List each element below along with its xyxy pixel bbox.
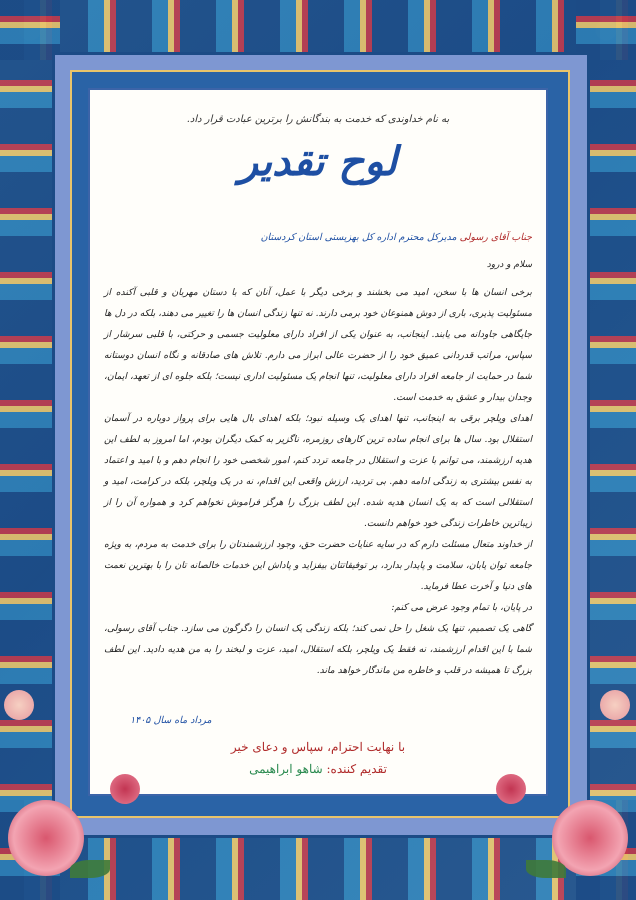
addressee-title: مدیرکل محترم اداره کل بهزیستی استان کردستان xyxy=(260,232,457,243)
body-paragraph: اهدای ویلچر برقی به اینجانب، تنها اهدای یک وسیله نبود؛ بلکه اهدای بال هایی برای پرواز دوباره در آسمان استقلال بود. سال ها برای انجام ساده ترین کارهای روزمره، ناگزیر به کمک دیگران بودم، اما امروز به لطف این هدیه ارزشمند، می توانم با عزت و استقلال در جامعه تردد کنم، امور شخصی خود را انجام دهم و با امید و اعتماد به نفس بیشتری به زندگی ادامه دهم. بی تردید، ارزش واقعی این اقدام، نه در یک ویلچر، بلکه در کرامت، امید و استقلالی است که به یک انسان هدیه شده. این لطف بزرگ را هرگز فراموش نخواهم کرد و همواره آن را از زیباترین خاطرات زندگی خود خواهم دانست. xyxy=(104,413,532,529)
certificate-body xyxy=(104,282,532,681)
signer-name: شاهو ابراهیمی xyxy=(249,762,323,776)
body-paragraph: از خداوند متعال مسئلت دارم که در سایه عنایات حضرت حق، وجود ارزشمندتان را برای خدمت به مردم، به ویژه جامعه توان یابان، سلامت و پایدار بدارد، بر توفیقاتتان بیفزاید و پاداش این خدمات خالصانه تان را با بهترین نعمت های دنیا و آخرت عطا فرماید. xyxy=(104,539,532,592)
basmala: به نام خداوندی که خدمت به بندگانش را برترین عبادت قرار داد. xyxy=(186,114,450,125)
certificate-page xyxy=(88,88,548,796)
blossom-decoration xyxy=(600,690,630,720)
closing-line: با نهایت احترام، سپاس و دعای خیر xyxy=(230,740,406,754)
certificate-date: مرداد ماه سال ۱۴۰۵ xyxy=(130,715,212,726)
salutation: سلام و درود xyxy=(486,260,532,270)
certificate-title: لوح تقدیر xyxy=(238,138,398,185)
blossom-decoration xyxy=(4,690,34,720)
rose-decoration xyxy=(110,774,140,804)
leaf-decoration xyxy=(526,860,566,878)
tile-border-top xyxy=(0,0,636,60)
signature-line xyxy=(90,762,546,776)
signature-label: تقدیم کننده: xyxy=(326,762,387,776)
body-paragraph: در پایان، با تمام وجود عرض می کنم: xyxy=(391,602,532,613)
body-paragraph: گاهی یک تصمیم، تنها یک شغل را حل نمی کند؛ بلکه زندگی یک انسان را دگرگون می سازد. جناب آقای رسولی، شما با این اقدام ارزشمند، نه فقط یک ویلچر، بلکه استقلال، امید، عزت و لبخند را به من هدیه دادید. این لطف بزرگ تا همیشه در قلب و خاطره من ماندگار خواهد ماند. xyxy=(104,623,532,676)
addressee xyxy=(104,232,532,243)
body-paragraph: برخی انسان ها با سخن، امید می بخشند و برخی دیگر با عمل، آنان که با دستان مهربان و قلبی آکنده از مسئولیت پذیری، باری از دوش همنوعان خود برمی دارند. نه تنها زندگی انسان ها را تغییر می دهند، بلکه در دل ها جایگاهی جاودانه می یابند. اینجانب، به عنوان یکی از افراد دارای معلولیت جسمی و حرکتی، با قلبی سرشار از سپاس، مراتب قدردانی عمیق خود را از حضرت عالی ابراز می دارم. تلاش های صادقانه و نگاه انسان دوستانه شما در حمایت از جامعه افراد دارای معلولیت، تنها انجام یک مسئولیت اداری نیست؛ بلکه جلوه ای از تعهد، ایمان، وجدان بیدار و عشق به خدمت است. xyxy=(104,287,532,403)
tile-border-left xyxy=(0,0,60,900)
leaf-decoration xyxy=(70,860,110,878)
addressee-name: جناب آقای رسولی xyxy=(459,232,532,243)
rose-decoration xyxy=(496,774,526,804)
